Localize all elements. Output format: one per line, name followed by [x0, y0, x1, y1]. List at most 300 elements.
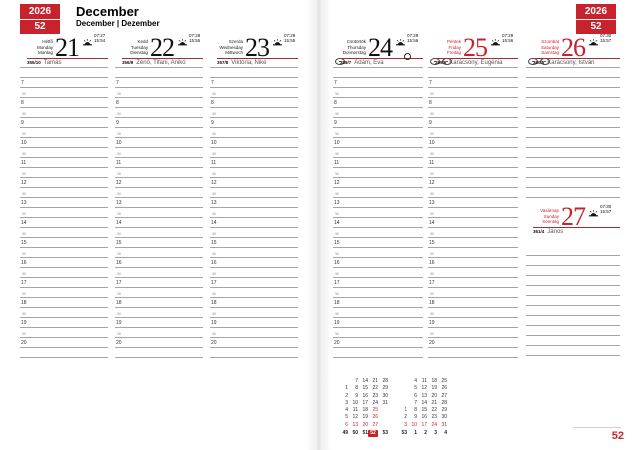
writing-line [333, 148, 423, 158]
sunset-time: 15:55 [189, 38, 201, 43]
mini-date: 22 [372, 385, 378, 392]
writing-line [115, 68, 203, 78]
half-hour-label: 30 [335, 252, 339, 256]
mini-date: 6 [345, 421, 348, 428]
writing-line [526, 296, 620, 306]
day-label: Monday [36, 44, 53, 50]
hour-label: 13 [21, 200, 27, 206]
writing-line [333, 208, 423, 218]
hour-line [115, 278, 203, 288]
writing-line [333, 108, 423, 118]
hour-label: 9 [21, 120, 24, 126]
hour-label: 13 [429, 200, 435, 206]
hour-line [428, 258, 518, 268]
half-hour-label: 30 [117, 92, 121, 96]
mini-week-row [397, 407, 447, 414]
writing-line [526, 286, 620, 296]
hour-label: 9 [116, 120, 119, 126]
mini-date: 2 [345, 392, 348, 399]
hour-line [210, 138, 298, 148]
hour-line [333, 178, 423, 188]
mini-date: 5 [345, 414, 348, 421]
half-hour-label: 30 [335, 132, 339, 136]
writing-line [428, 108, 518, 118]
day-lines [115, 60, 203, 358]
hour-label: 17 [116, 280, 122, 286]
hour-line [115, 158, 203, 168]
hour-label: 15 [334, 240, 340, 246]
sun-times [600, 33, 611, 43]
hour-line [428, 338, 518, 348]
mini-date: 1 [404, 407, 407, 414]
day-label: Wednesday [219, 44, 243, 50]
name-day: Karácsony, István [547, 60, 595, 66]
hour-label: 20 [429, 340, 435, 346]
hour-label: 18 [116, 300, 122, 306]
hour-line [210, 298, 298, 308]
day-header-23 [210, 30, 298, 66]
sunrise-sunset-icon [273, 33, 282, 51]
hour-line [20, 238, 108, 248]
day-column-26 [526, 30, 620, 235]
writing-line [428, 88, 518, 98]
hour-label: 18 [21, 300, 27, 306]
mini-date: 27 [441, 392, 447, 399]
half-hour-label: 30 [117, 332, 121, 336]
writing-line [20, 288, 108, 298]
hour-line [333, 338, 423, 348]
day-number: 27 [561, 202, 585, 231]
writing-line [20, 268, 108, 278]
mini-date: 8 [355, 385, 358, 392]
hour-line [428, 318, 518, 328]
writing-line [20, 148, 108, 158]
page-number: 52 [611, 430, 624, 442]
mini-date: 24 [431, 421, 437, 428]
half-hour-label: 30 [430, 332, 434, 336]
hour-label: 20 [116, 340, 122, 346]
hour-line [115, 118, 203, 128]
writing-line [526, 158, 620, 168]
mini-date: 16 [421, 414, 427, 421]
half-hour-label: 30 [117, 192, 121, 196]
writing-line [333, 68, 423, 78]
writing-line [526, 98, 620, 108]
mini-date: 2 [404, 414, 407, 421]
mini-date: 18 [431, 378, 437, 384]
writing-line [526, 88, 620, 98]
day-lines [333, 60, 423, 358]
writing-line [526, 316, 620, 326]
hour-line [20, 318, 108, 328]
hour-line [210, 178, 298, 188]
half-hour-label: 30 [117, 252, 121, 256]
half-hour-label: 30 [212, 312, 216, 316]
hour-label: 13 [211, 200, 217, 206]
hour-line [210, 338, 298, 348]
mini-date: 18 [362, 407, 368, 414]
mini-date: 30 [382, 392, 388, 399]
writing-line [115, 108, 203, 118]
half-hour-label: 30 [335, 192, 339, 196]
half-hour-label: 30 [22, 292, 26, 296]
hour-label: 18 [429, 300, 435, 306]
hour-label: 20 [334, 340, 340, 346]
day-info [210, 59, 298, 66]
writing-line [428, 68, 518, 78]
mini-date: 21 [372, 378, 378, 384]
mini-date: 13 [352, 421, 358, 428]
sunset-time: 15:57 [600, 38, 612, 43]
sunrise-time: 07:30 [600, 33, 612, 38]
day-of-year: 356/9 [122, 60, 134, 65]
half-hour-label: 30 [430, 312, 434, 316]
day-label: Mittwoch [225, 50, 243, 56]
writing-line [526, 128, 620, 138]
name-day: Zénó, Tifani, Anikó [136, 60, 186, 66]
day-header-row [210, 30, 298, 62]
hour-label: 13 [116, 200, 122, 206]
mini-week-row [397, 385, 447, 392]
half-hour-label: 30 [22, 272, 26, 276]
day-lines [210, 60, 298, 358]
day-number: 24 [368, 33, 392, 62]
hour-label: 11 [21, 160, 27, 166]
mini-week-number: 4 [444, 430, 447, 437]
hour-line [20, 98, 108, 108]
half-hour-label: 30 [212, 92, 216, 96]
writing-line [428, 148, 518, 158]
sun-row [83, 33, 105, 51]
half-hour-label: 30 [212, 152, 216, 156]
writing-line [210, 288, 298, 298]
writing-line [20, 328, 108, 338]
writing-line [210, 128, 298, 138]
half-hour-label: 30 [22, 152, 26, 156]
hour-label: 9 [211, 120, 214, 126]
half-hour-label: 30 [212, 132, 216, 136]
sun-block [83, 33, 105, 51]
half-hour-label: 30 [335, 272, 339, 276]
hour-line [333, 298, 423, 308]
writing-line [526, 178, 620, 188]
sunrise-time: 07:29 [502, 33, 514, 38]
sunrise-time: 07:28 [189, 33, 201, 38]
hour-line [210, 278, 298, 288]
hour-label: 7 [334, 80, 337, 86]
writing-line [20, 248, 108, 258]
hour-line [20, 338, 108, 348]
half-hour-label: 30 [335, 332, 339, 336]
mini-date: 7 [355, 378, 358, 384]
mini-date: 8 [414, 407, 417, 414]
sun-row [396, 33, 418, 51]
mini-date: 22 [431, 407, 437, 414]
day-of-year: 358/7 [340, 60, 352, 65]
sun-row [178, 33, 200, 51]
writing-line [526, 168, 620, 178]
day-label: Szombat [541, 39, 559, 45]
half-hour-label: 30 [22, 252, 26, 256]
writing-line [526, 244, 620, 256]
writing-line [20, 168, 108, 178]
half-hour-label: 30 [335, 232, 339, 236]
day-of-year: 355/10 [27, 60, 41, 65]
month-subtitle: December | Dezember [76, 19, 160, 28]
day-header-row [526, 30, 620, 62]
day-info [115, 59, 203, 66]
hour-line [20, 78, 108, 88]
mini-date [397, 378, 407, 385]
sun-times [94, 33, 105, 43]
half-hour-label: 30 [430, 192, 434, 196]
day-info [428, 59, 518, 66]
moon-wrap [396, 53, 418, 60]
mini-week-number: 50 [352, 430, 358, 437]
hour-label: 12 [21, 180, 27, 186]
writing-line [20, 68, 108, 78]
mini-date: 15 [421, 407, 427, 414]
hour-line [115, 98, 203, 108]
mini-date: 27 [372, 421, 378, 428]
hour-label: 18 [211, 300, 217, 306]
writing-line [428, 228, 518, 238]
day-header-24 [333, 30, 423, 66]
hour-line [115, 298, 203, 308]
mini-date: 17 [421, 421, 427, 428]
writing-line [115, 168, 203, 178]
mini-date: 25 [441, 378, 447, 384]
mini-date: 28 [382, 378, 388, 384]
hour-line [333, 258, 423, 268]
writing-line [115, 208, 203, 218]
sunset-time: 15:56 [407, 38, 419, 43]
mini-date: 17 [362, 399, 368, 406]
mini-week-row [397, 400, 447, 407]
hour-line [20, 198, 108, 208]
day-label: Friday [448, 44, 461, 50]
hour-label: 19 [211, 320, 217, 326]
mini-date: 28 [441, 399, 447, 406]
mini-date: 23 [431, 414, 437, 421]
half-hour-label: 30 [430, 92, 434, 96]
mini-date [378, 407, 388, 414]
hour-label: 12 [116, 180, 122, 186]
half-hour-label: 30 [335, 212, 339, 216]
mini-date: 11 [352, 407, 358, 414]
sun-times [189, 33, 200, 43]
writing-line [210, 188, 298, 198]
writing-line [115, 288, 203, 298]
day-label: Saturday [540, 44, 559, 50]
half-hour-label: 30 [117, 232, 121, 236]
writing-line [428, 328, 518, 338]
day-label: Hétfő [42, 39, 53, 45]
writing-line [428, 268, 518, 278]
writing-line [20, 228, 108, 238]
half-hour-label: 30 [212, 192, 216, 196]
sunrise-time: 07:29 [407, 33, 419, 38]
hour-line [210, 118, 298, 128]
hour-label: 10 [429, 140, 435, 146]
hour-line [428, 218, 518, 228]
hour-line [210, 258, 298, 268]
mini-date: 14 [421, 399, 427, 406]
hour-line [428, 198, 518, 208]
mini-date: 3 [345, 399, 348, 406]
mini-weeknums [397, 430, 447, 437]
footer-divider [573, 427, 621, 428]
hour-line [210, 218, 298, 228]
mini-date [378, 414, 388, 421]
hour-line [115, 258, 203, 268]
mini-date: 6 [414, 392, 417, 399]
mini-week-row [338, 393, 388, 400]
half-hour-label: 30 [117, 112, 121, 116]
half-hour-label: 30 [335, 312, 339, 316]
hour-line [115, 78, 203, 88]
writing-line [526, 346, 620, 356]
writing-line [115, 88, 203, 98]
name-day: Karácsony, Eugénia [449, 60, 503, 66]
day-name-labels [338, 39, 366, 58]
mini-date: 12 [352, 414, 358, 421]
sunrise-time: 07:27 [94, 33, 106, 38]
mini-date: 21 [431, 399, 437, 406]
hour-label: 9 [429, 120, 432, 126]
hour-label: 11 [211, 160, 217, 166]
writing-line [333, 308, 423, 318]
hour-label: 15 [211, 240, 217, 246]
hour-line [210, 198, 298, 208]
hour-line [20, 118, 108, 128]
half-hour-label: 30 [22, 132, 26, 136]
day-of-year: 360/5 [533, 60, 545, 65]
name-day: Viktória, Niké [231, 60, 267, 66]
hour-label: 19 [334, 320, 340, 326]
mini-date: 29 [441, 407, 447, 414]
mini-week-row [397, 414, 447, 421]
sun-row [589, 33, 611, 51]
half-hour-label: 30 [22, 112, 26, 116]
hour-label: 7 [116, 80, 119, 86]
half-hour-label: 30 [117, 172, 121, 176]
writing-line [20, 128, 108, 138]
half-hour-label: 30 [117, 312, 121, 316]
half-hour-label: 30 [212, 232, 216, 236]
hour-label: 12 [334, 180, 340, 186]
writing-line [210, 168, 298, 178]
hour-label: 14 [21, 220, 27, 226]
hour-line [20, 278, 108, 288]
day-label: Montag [37, 50, 53, 56]
month-title-block [76, 5, 160, 29]
mini-date [338, 378, 348, 385]
writing-line [526, 138, 620, 148]
day-header-25 [428, 30, 518, 66]
hour-line [333, 158, 423, 168]
hour-label: 7 [429, 80, 432, 86]
mini-week-number: 1 [414, 430, 417, 437]
mini-date: 3 [404, 421, 407, 428]
mini-week-number: 51 [362, 430, 368, 437]
day-number: 22 [150, 33, 174, 62]
mini-date: 9 [355, 392, 358, 399]
hour-line [333, 278, 423, 288]
day-lines [20, 60, 108, 358]
name-day: Ádám, Éva [354, 60, 384, 66]
sun-times [502, 33, 513, 43]
mini-date: 20 [362, 421, 368, 428]
hour-label: 17 [429, 280, 435, 286]
hour-label: 8 [116, 100, 119, 106]
hour-line [20, 218, 108, 228]
writing-line [526, 266, 620, 276]
sunset-time: 15:57 [600, 209, 612, 214]
half-hour-label: 30 [212, 112, 216, 116]
half-hour-label: 30 [430, 272, 434, 276]
writing-line [210, 148, 298, 158]
half-hour-label: 30 [117, 212, 121, 216]
day-header-row [115, 30, 203, 62]
half-hour-label: 30 [22, 312, 26, 316]
writing-line [333, 88, 423, 98]
day-of-year: 359/6 [435, 60, 447, 65]
day-of-year: 361/4 [533, 229, 545, 234]
writing-line [526, 108, 620, 118]
mini-date: 30 [441, 414, 447, 421]
writing-line [526, 276, 620, 286]
hour-label: 7 [21, 80, 24, 86]
mini-date: 10 [411, 421, 417, 428]
mini-date: 14 [362, 378, 368, 384]
hour-label: 16 [429, 260, 435, 266]
sunset-time: 15:54 [94, 38, 106, 43]
mini-date: 9 [414, 414, 417, 421]
half-hour-label: 30 [117, 292, 121, 296]
name-day: Tamás [43, 60, 62, 66]
writing-line [428, 308, 518, 318]
hour-label: 15 [21, 240, 27, 246]
hour-label: 14 [334, 220, 340, 226]
writing-line [428, 348, 518, 358]
hour-line [115, 218, 203, 228]
writing-line [428, 248, 518, 258]
hour-label: 19 [429, 320, 435, 326]
year-label: 2026 [20, 4, 60, 20]
writing-line [526, 78, 620, 88]
mini-week-number: 53 [401, 430, 407, 437]
half-hour-label: 30 [212, 292, 216, 296]
writing-line [428, 128, 518, 138]
writing-line [20, 188, 108, 198]
half-hour-label: 30 [117, 132, 121, 136]
hour-label: 20 [21, 340, 27, 346]
hour-line [428, 238, 518, 248]
half-hour-label: 30 [335, 152, 339, 156]
hour-line [333, 98, 423, 108]
half-hour-label: 30 [430, 172, 434, 176]
day-name-labels [531, 39, 559, 58]
sun-block [589, 204, 611, 222]
day-label: Csütörtök [346, 39, 366, 45]
writing-line [333, 188, 423, 198]
hour-line [333, 218, 423, 228]
writing-line [526, 336, 620, 346]
writing-line [115, 128, 203, 138]
writing-line [210, 88, 298, 98]
day-label: Kedd [137, 39, 148, 45]
